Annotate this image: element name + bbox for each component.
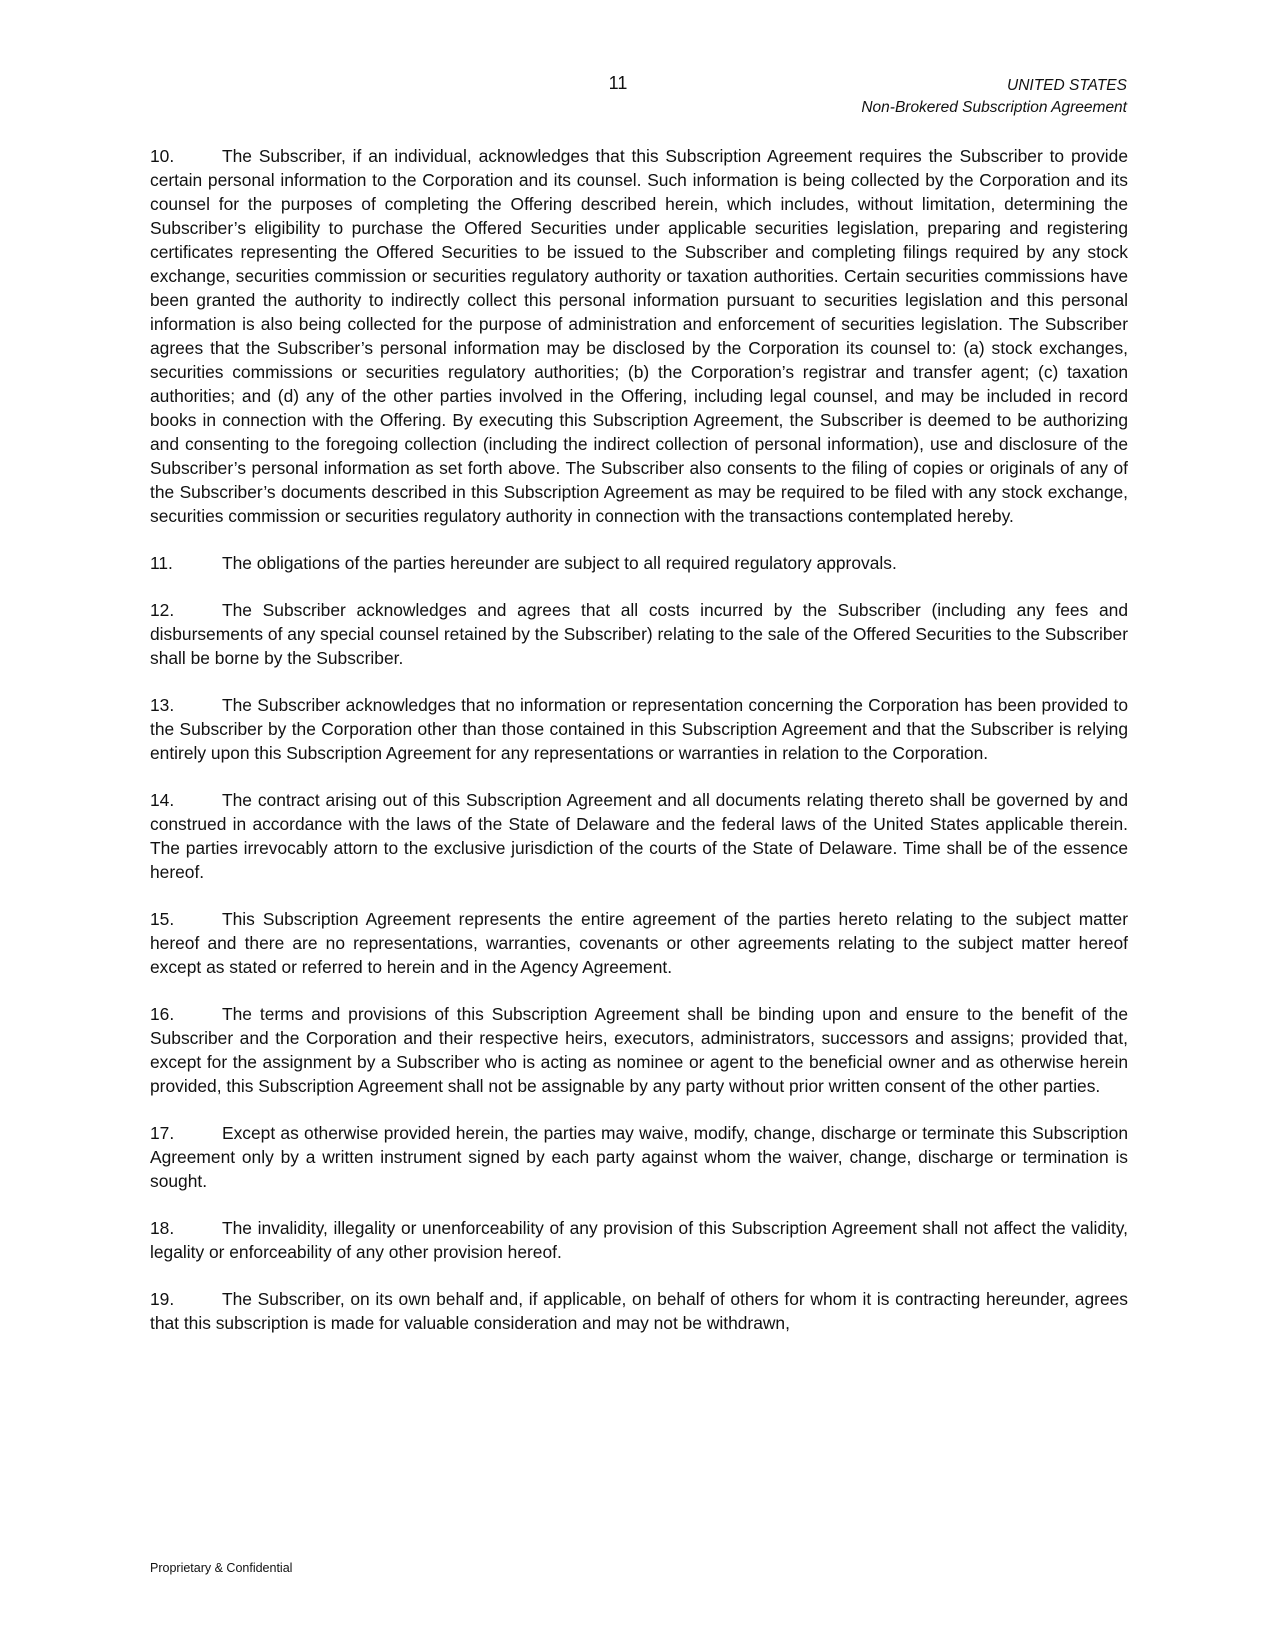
header-document-title: Non-Brokered Subscription Agreement — [861, 99, 1127, 116]
paragraph-number: 13. — [150, 695, 175, 715]
paragraph-number: 10. — [150, 146, 175, 166]
paragraph-number: 19. — [150, 1289, 175, 1309]
paragraph-18 — [150, 1216, 1128, 1264]
paragraph-12 — [150, 598, 1128, 670]
paragraph-10 — [150, 144, 1128, 528]
paragraph-number: 17. — [150, 1123, 175, 1143]
paragraph-number: 16. — [150, 1004, 175, 1024]
paragraph-text: This Subscription Agreement represents the entire agreement of the parties hereto relating to the subject matter hereof and there are no representations, warranties, covenants or other agreements relating to the subject matter hereof except as stated or referred to herein and in the Agency Agreement. — [150, 909, 1128, 977]
paragraph-text: The invalidity, illegality or unenforceability of any provision of this Subscription Agreement shall not affect the validity, legality or enforceability of any other provision hereof. — [150, 1218, 1128, 1262]
paragraph-number: 15. — [150, 909, 175, 929]
paragraph-14 — [150, 788, 1128, 884]
document-body — [150, 144, 1128, 1358]
paragraph-number: 12. — [150, 600, 175, 620]
page-number: 11 — [608, 73, 628, 93]
paragraph-text: The Subscriber, on its own behalf and, if applicable, on behalf of others for whom it is contracting hereunder, agrees that this subscription is made for valuable consideration and may not be withdrawn, — [150, 1289, 1128, 1333]
paragraph-text: The terms and provisions of this Subscription Agreement shall be binding upon and ensure to the benefit of the Subscriber and the Corporation and their respective heirs, executors, administrators, successors and assigns; provided that, except for the assignment by a Subscriber who is acting as nominee or agent to the beneficial owner and as otherwise herein provided, this Subscription Agreement shall not be assignable by any party without prior written consent of the other parties. — [150, 1004, 1128, 1096]
paragraph-16 — [150, 1002, 1128, 1098]
paragraph-text: The Subscriber acknowledges that no information or representation concerning the Corporation has been provided to the Subscriber by the Corporation other than those contained in this Subscription Agreement and that the Subscriber is relying entirely upon this Subscription Agreement for any representations or warranties in relation to the Corporation. — [150, 695, 1128, 763]
paragraph-number: 14. — [150, 790, 175, 810]
paragraph-text: The contract arising out of this Subscription Agreement and all documents relating thereto shall be governed by and construed in accordance with the laws of the State of Delaware and the federal laws of the United States applicable therein. The parties irrevocably attorn to the exclusive jurisdiction of the courts of the State of Delaware. Time shall be of the essence hereof. — [150, 790, 1128, 882]
paragraph-text: Except as otherwise provided herein, the parties may waive, modify, change, discharge or terminate this Subscription Agreement only by a written instrument signed by each party against whom the waiver, change, discharge or termination is sought. — [150, 1123, 1128, 1191]
header-jurisdiction: UNITED STATES — [1007, 77, 1127, 94]
paragraph-17 — [150, 1121, 1128, 1193]
paragraph-11 — [150, 551, 1128, 575]
paragraph-number: 18. — [150, 1218, 175, 1238]
paragraph-number: 11. — [150, 553, 173, 573]
paragraph-text: The Subscriber acknowledges and agrees that all costs incurred by the Subscriber (including any fees and disbursements of any special counsel retained by the Subscriber) relating to the sale of the Offered Securities to the Subscriber shall be borne by the Subscriber. — [150, 600, 1128, 668]
page-footer: Proprietary & Confidential — [150, 1561, 293, 1575]
running-header — [861, 75, 1127, 119]
paragraph-text: The obligations of the parties hereunder are subject to all required regulatory approvals. — [222, 553, 897, 573]
paragraph-19 — [150, 1287, 1128, 1335]
paragraph-15 — [150, 907, 1128, 979]
paragraph-text: The Subscriber, if an individual, acknowledges that this Subscription Agreement requires the Subscriber to provide certain personal information to the Corporation and its counsel. Such information is being collected by the Corporation and its counsel for the purposes of completing the Offering described herein, which includes, without limitation, determining the Subscriber’s eligibility to purchase the Offered Securities under applicable securities legislation, preparing and registering certificates representing the Offered Securities to be issued to the Subscriber and completing filings required by any stock exchange, securities commission or securities regulatory authority or taxation authorities. Certain securities commissions have been granted the authority to indirectly collect this personal information pursuant to securities legislation and this personal information is also being collected for the purpose of administration and enforcement of securities legislation. The Subscriber agrees that the Subscriber’s personal information may be disclosed by the Corporation its counsel to: (a) stock exchanges, securities commissions or securities regulatory authorities; (b) the Corporation’s registrar and transfer agent; (c) taxation authorities; and (d) any of the other parties involved in the Offering, including legal counsel, and may be included in record books in connection with the Offering. By executing this Subscription Agreement, the Subscriber is deemed to be authorizing and consenting to the foregoing collection (including the indirect collection of personal information), use and disclosure of the Subscriber’s personal information as set forth above. The Subscriber also consents to the filing of copies or originals of any of the Subscriber’s documents described in this Subscription Agreement as may be required to be filed with any stock exchange, securities commission or securities regulatory authority in connection with the transactions contemplated hereby. — [150, 146, 1128, 526]
paragraph-13 — [150, 693, 1128, 765]
